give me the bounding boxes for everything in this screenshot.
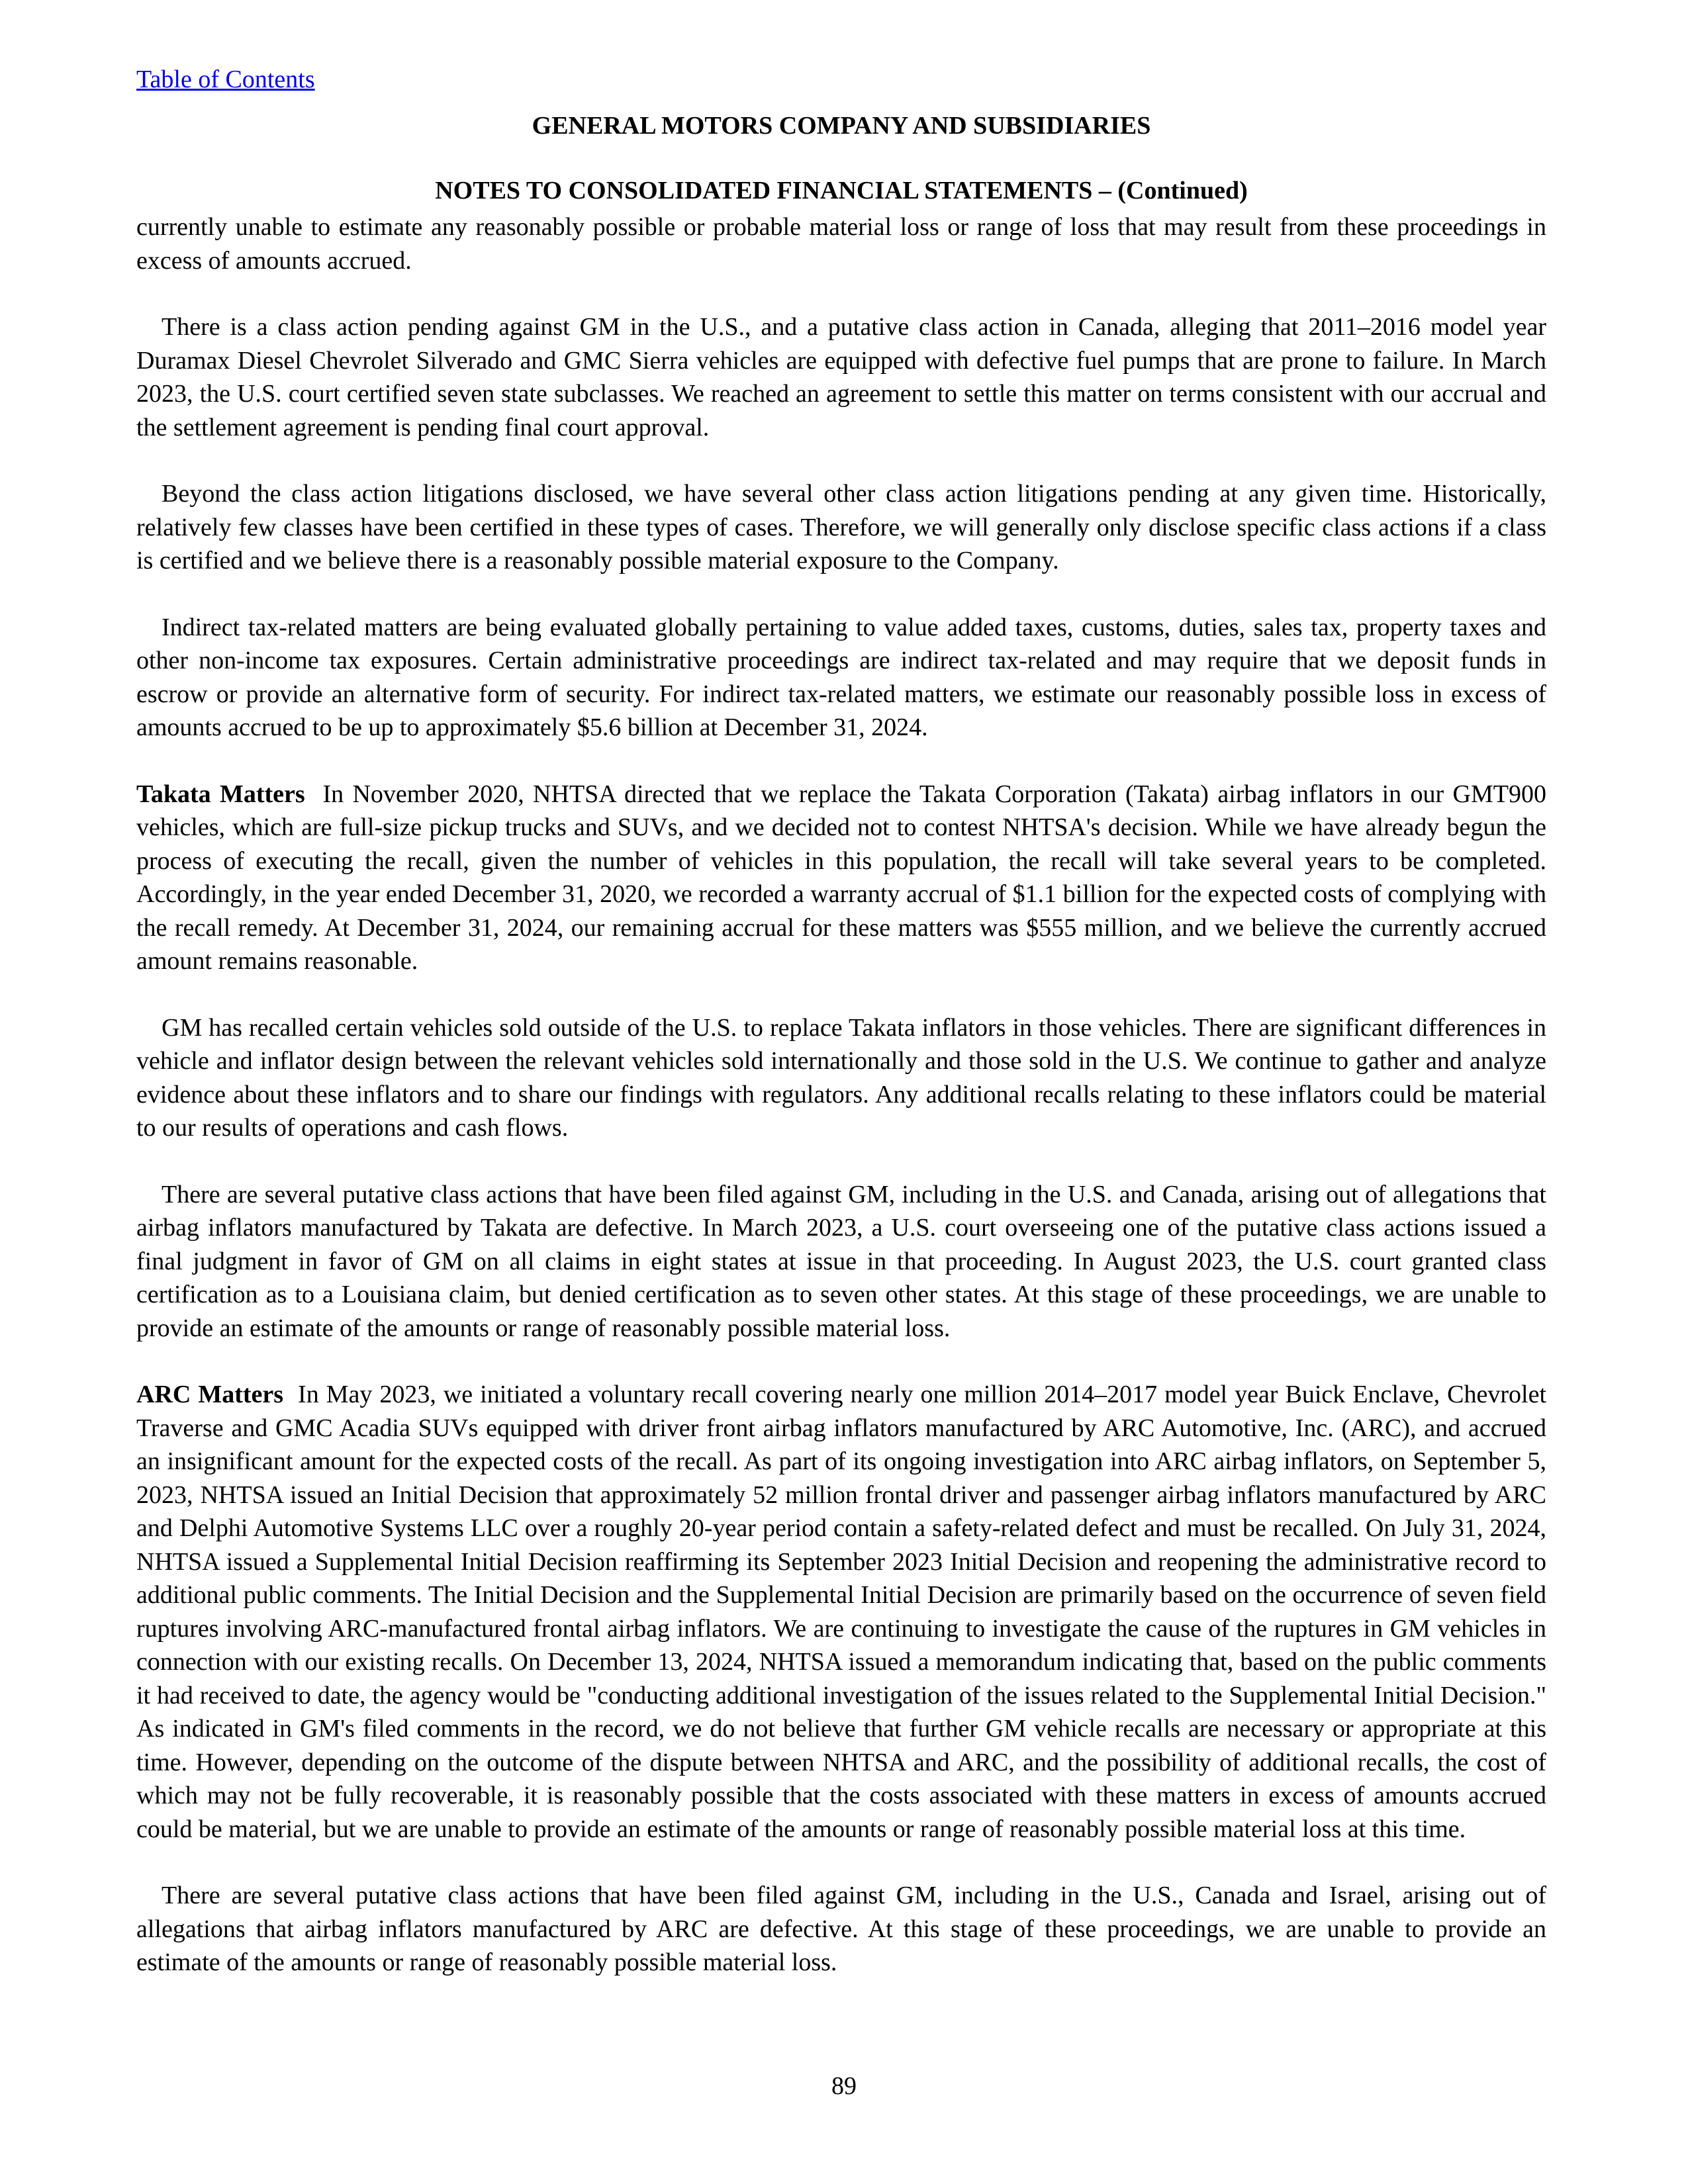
takata-matters-text: In November 2020, NHTSA directed that we replace the Takata Corporation (Takata) airbag inflators in our GMT900 vehicles, which are full-size pickup trucks and SUVs, and we decided not to contest NHTSA's decision. While we have already begun the process of executing the recall, given the number of vehicles in this population, the recall will take several years to be completed. Accordingly, in the year ended December 31, 2020, we recorded a warranty accrual of $1.1 billion for the expected costs of complying with the recall remedy. At December 31, 2024, our remaining accrual for these matters was $555 million, and we believe the currently accrued amount remains reasonable. — [136, 780, 1546, 975]
arc-matters-text: In May 2023, we initiated a voluntary recall covering nearly one million 2014–2017 model year Buick Enclave, Chevrolet Traverse and GMC Acadia SUVs equipped with driver front airbag inflators manufactured by ARC Automotive, Inc. (ARC), and accrued an insignificant amount for the expected costs of the recall. As part of its ongoing investigation into ARC airbag inflators, on September 5, 2023, NHTSA issued an Initial Decision that approximately 52 million frontal driver and passenger airbag inflators manufactured by ARC and Delphi Automotive Systems LLC over a roughly 20-year period contain a safety-related defect and must be recalled. On July 31, 2024, NHTSA issued a Supplemental Initial Decision reaffirming its September 2023 Initial Decision and reopening the administrative record to additional public comments. The Initial Decision and the Supplemental Initial Decision are primarily based on the occurrence of seven field ruptures involving ARC-manufactured frontal airbag inflators. We are continuing to investigate the cause of the ruptures in GM vehicles in connection with our existing recalls. On December 13, 2024, NHTSA issued a memorandum indicating that, based on the public comments it had received to date, the agency would be "conducting additional investigation of the issues related to the Supplemental Initial Decision." As indicated in GM's filed comments in the record, we do not believe that further GM vehicle recalls are necessary or appropriate at this time. However, depending on the outcome of the dispute between NHTSA and ARC, and the possibility of additional recalls, the cost of which may not be fully recoverable, it is reasonably possible that the costs associated with these matters in excess of amounts accrued could be material, but we are unable to provide an estimate of the amounts or range of reasonably possible material loss at this time. — [136, 1381, 1547, 1843]
paragraph-takata-international: GM has recalled certain vehicles sold outside of the U.S. to replace Takata inflators in those vehicles. There are significant differences in vehicle and inflator design between the relevant vehicles sold internationally and those sold in the U.S. We continue to gather and analyze evidence about these inflators and to share our findings with regulators. Any additional recalls relating to these inflators could be material to our results of operations and cash flows. — [136, 1013, 1546, 1142]
paragraph-continued: currently unable to estimate any reasonably possible or probable material loss or range of loss that may result from these proceedings in excess of amounts accrued. — [136, 213, 1546, 275]
arc-matters-heading: ARC Matters — [136, 1381, 284, 1408]
company-title: GENERAL MOTORS COMPANY AND SUBSIDIARIES — [532, 112, 1151, 140]
takata-matters-heading: Takata Matters — [136, 780, 305, 808]
section-title: NOTES TO CONSOLIDATED FINANCIAL STATEMENTS – (Continued) — [435, 177, 1248, 205]
page-number: 89 — [831, 2072, 857, 2100]
paragraph-indirect-tax: Indirect tax-related matters are being evaluated globally pertaining to value added taxes, customs, duties, sales tax, property taxes and other non-income tax exposures. Certain administrative proceedings are indirect tax-related and may require that we deposit funds in escrow or provide an alternative form of security. For indirect tax-related matters, we estimate our reasonably possible loss in excess of amounts accrued to be up to approximately $5.6 billion at December 31, 2024. — [136, 613, 1546, 741]
document-page — [136, 64, 1546, 1979]
paragraph-other-class-actions: Beyond the class action litigations disclosed, we have several other class action litigations pending at any given time. Historically, relatively few classes have been certified in these types of cases. Therefore, we will generally only disclose specific class actions if a class is certified and we believe there is a reasonably possible material exposure to the Company. — [136, 480, 1546, 574]
table-of-contents-link[interactable]: Table of Contents — [136, 66, 315, 93]
paragraph-takata-matters — [136, 778, 1546, 978]
paragraph-takata-class-actions: There are several putative class actions that have been filed against GM, including in the U.S. and Canada, arising out of allegations that airbag inflators manufactured by Takata are defective. In March 2023, a U.S. court overseeing one of the putative class actions issued a final judgment in favor of GM on all claims in eight states at issue in that proceeding. In August 2023, the U.S. court granted class certification as to a Louisiana claim, but denied certification as to seven other states. At this stage of these proceedings, we are unable to provide an estimate of the amounts or range of reasonably possible material loss. — [136, 1180, 1546, 1342]
paragraph-arc-matters — [136, 1378, 1546, 1846]
paragraph-arc-class-actions: There are several putative class actions that have been filed against GM, including in the U.S., Canada and Israel, arising out of allegations that airbag inflators manufactured by ARC are defective. At this stage of these proceedings, we are unable to provide an estimate of the amounts or range of reasonably possible material loss. — [136, 1882, 1546, 1976]
paragraph-duramax-class-action: There is a class action pending against GM in the U.S., and a putative class action in Canada, alleging that 2011–2016 model year Duramax Diesel Chevrolet Silverado and GMC Sierra vehicles are equipped with defective fuel pumps that are prone to failure. In March 2023, the U.S. court certified seven state subclasses. We reached an agreement to settle this matter on terms consistent with our accrual and the settlement agreement is pending final court approval. — [136, 313, 1546, 441]
